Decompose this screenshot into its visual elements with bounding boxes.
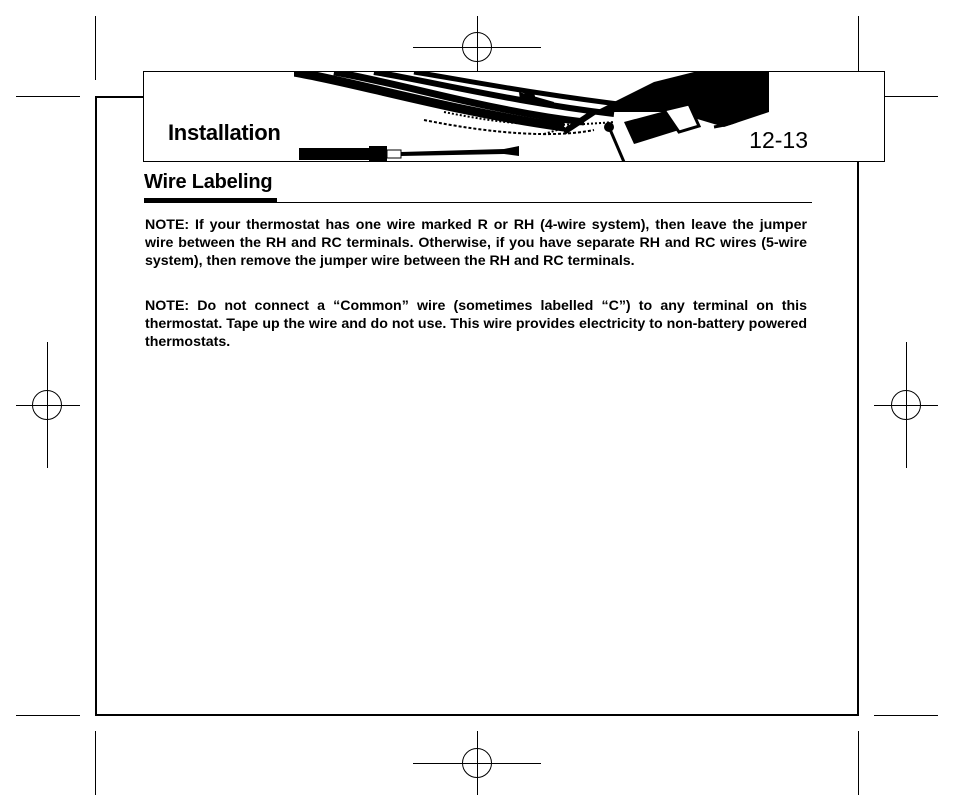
crop-mark <box>858 731 859 795</box>
crop-mark <box>874 715 938 716</box>
section-heading: Wire Labeling <box>144 171 273 193</box>
header-title: Installation <box>168 120 281 145</box>
wires-and-tools-illustration-icon <box>294 72 769 162</box>
note-jumper-wire: NOTE: If your thermostat has one wire marked R or RH (4-wire system), then leave the jumper wire between the RH and RC terminals. Otherwise, if you have separate RH and RC wires (5-wire system), then remove the jumper wire between the RH and RC terminals. <box>145 217 807 269</box>
crop-mark <box>16 715 80 716</box>
crop-mark <box>16 96 80 97</box>
crop-mark <box>95 16 96 80</box>
heading-rule <box>144 202 812 203</box>
crop-mark <box>95 731 96 795</box>
page-number: 12-13 <box>749 127 808 153</box>
page-header <box>143 71 885 162</box>
note-common-wire: NOTE: Do not connect a “Common” wire (sometimes labelled “C”) to any terminal on this thermostat. Tape up the wire and do not use. This wire provides electricity to non-battery powered thermostats. <box>145 298 807 350</box>
